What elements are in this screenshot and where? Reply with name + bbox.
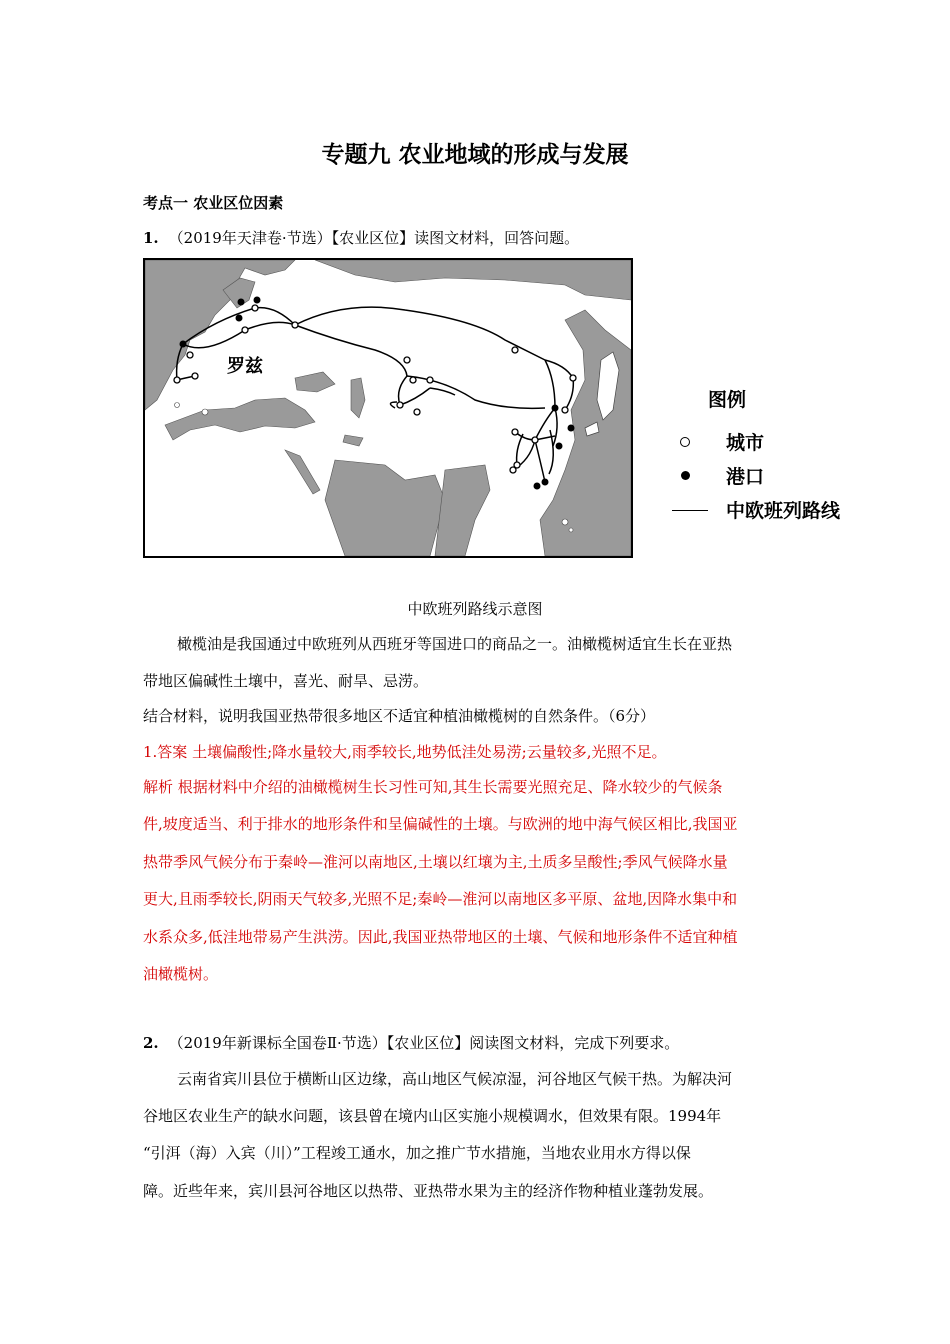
q2-line-3: “引洱（海）入宾（川）”工程竣工通水，加之推广节水措施，当地农业用水方得以保 <box>143 1144 691 1162</box>
q1-material-line-2: 带地区偏碱性土壤中，喜光、耐旱、忌涝。 <box>143 672 429 690</box>
legend-port-icon <box>681 471 690 480</box>
q1-question: 结合材料，说明我国亚热带很多地区不适宜种植油橄榄树的自然条件。（6分） <box>143 707 656 725</box>
q1-analysis-line-2: 件,坡度适当、利于排水的地形条件和呈偏碱性的土壤。与欧洲的地中海气候区相比,我国亚 <box>143 815 738 833</box>
q2-header-text: （2019年新课标全国卷Ⅱ·节选）【农业区位】阅读图文材料，完成下列要求。 <box>168 1034 680 1052</box>
legend-port-label: 港口 <box>726 466 765 488</box>
q1-analysis-line-4: 更大,且雨季较长,阴雨天气较多,光照不足;秦岭—淮河以南地区多平原、盆地,因降水集中和 <box>143 890 738 908</box>
legend-route-icon <box>672 510 708 511</box>
page-title: 专题九 农业地域的形成与发展 <box>321 141 629 168</box>
q2-header <box>143 1032 679 1053</box>
q2-number: 2. <box>143 1034 159 1052</box>
q1-analysis-line-5: 水系众多,低洼地带易产生洪涝。因此,我国亚热带地区的土壤、气候和地形条件不适宜种植 <box>143 928 738 946</box>
map-place-label: 罗兹 <box>227 356 263 377</box>
q2-line-4: 障。近些年来，宾川县河谷地区以热带、亚热带水果为主的经济作物种植业蓬勃发展。 <box>143 1182 714 1200</box>
route-map <box>143 258 633 558</box>
q1-analysis-line-1: 解析 根据材料中介绍的油橄榄树生长习性可知,其生长需要光照充足、降水较少的气候条 <box>143 778 723 796</box>
q2-line-1: 云南省宾川县位于横断山区边缘，高山地区气候凉湿，河谷地区气候干热。为解决河 <box>177 1070 733 1088</box>
q1-number: 1. <box>143 229 159 247</box>
q1-analysis-line-6: 油橄榄树。 <box>143 965 219 983</box>
q1-material-line-1: 橄榄油是我国通过中欧班列从西班牙等国进口的商品之一。油橄榄树适宜生长在亚热 <box>177 635 733 653</box>
q1-analysis-line-3: 热带季风气候分布于秦岭—淮河以南地区,土壤以红壤为主,土质多呈酸性;季风气候降水量 <box>143 853 728 871</box>
legend-city-label: 城市 <box>726 432 765 454</box>
railway-routes <box>177 307 574 482</box>
section-heading: 考点一 农业区位因素 <box>143 194 284 212</box>
q1-answer: 1.答案 土壤偏酸性;降水量较大,雨季较长,地势低洼处易涝;云量较多,光照不足。 <box>143 743 667 761</box>
legend-title: 图例 <box>708 389 747 411</box>
q2-line-2: 谷地区农业生产的缺水问题，该县曾在境内山区实施小规模调水，但效果有限。1994年 <box>143 1107 722 1125</box>
legend-route-label: 中欧班列路线 <box>726 500 841 522</box>
q1-header-text: （2019年天津卷·节选）【农业区位】读图文材料，回答问题。 <box>168 229 580 247</box>
map-drawing <box>145 260 631 556</box>
port-markers <box>180 297 575 490</box>
legend-city-icon <box>680 437 690 447</box>
map-caption: 中欧班列路线示意图 <box>407 600 543 618</box>
q1-header <box>143 227 579 248</box>
city-markers <box>174 305 576 473</box>
